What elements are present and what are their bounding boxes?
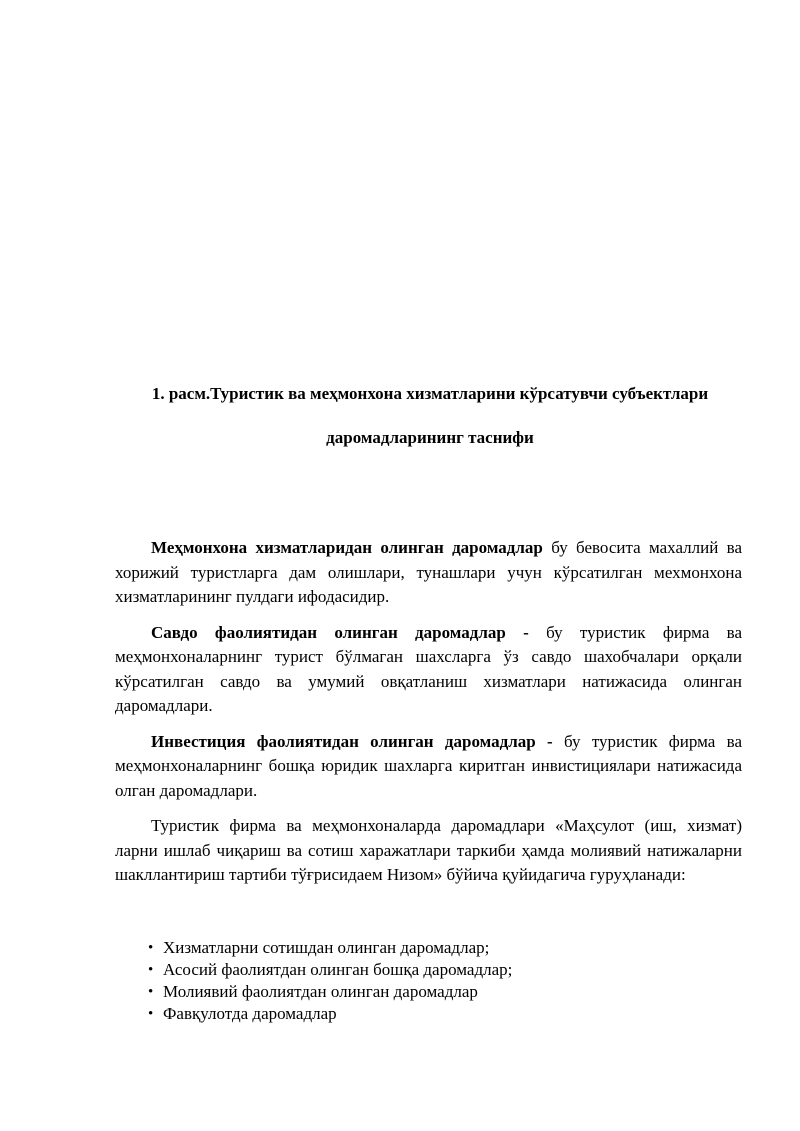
paragraph-definition: бу бевосита махаллий ва хорижий туристларга дам олишлари, тунашлари учун кўрсатилган мехмонхона хизматларининг пулдаги ифодасидир. xyxy=(115,538,742,606)
paragraph-investment-income xyxy=(115,730,742,804)
list-item xyxy=(148,959,512,981)
list-item-label: Хизматларни сотишдан олинган даромадлар; xyxy=(163,938,490,957)
paragraph-definition: бу туристик фирма ва меҳмонхоналарнинг бошқа юридик шахларга киритган инвистициялари натижасида олган даромадлари. xyxy=(115,731,742,800)
body-text xyxy=(115,536,742,899)
paragraph-term: Меҳмонхона хизматларидан олинган даромадлар xyxy=(151,538,543,557)
paragraph-text: Туристик фирма ва меҳмонхоналарда даромадлари «Маҳсулот (иш, хизмат) ларни ишлаб чиқариш ва сотиш харажатлари таркиби ҳамда молиявий натижаларни шакллантириш тартиби тўғрисидаем Низом» бўйича қуйидагича гуруҳланади: xyxy=(115,816,742,884)
list-item xyxy=(148,981,512,1003)
paragraph-hotel-income xyxy=(115,536,742,610)
bullet-icon: • xyxy=(148,1006,154,1022)
list-item xyxy=(148,1003,512,1025)
list-item-label: Фавқулотда даромадлар xyxy=(163,1004,337,1023)
paragraph-income-grouping xyxy=(115,814,742,888)
paragraph-definition: бу туристик фирма ва меҳмонхоналарнинг турист бўлмаган шахсларга ўз савдо шахобчалари орқали кўрсатилган савдо ва умумий овқатланиш хизматлари натижасида олинган даромадлари. xyxy=(115,622,743,715)
figure-caption-line-2: даромадларининг таснифи xyxy=(326,428,534,447)
bullet-icon: • xyxy=(148,962,154,978)
list-item-label: Асосий фаолиятдан олинган бошқа даромадлар; xyxy=(163,960,513,979)
paragraph-term: Инвестиция фаолиятидан олинган даромадлар - xyxy=(151,731,553,751)
income-groups-list xyxy=(148,937,512,1025)
list-item-label: Молиявий фаолиятдан олинган даромадлар xyxy=(163,982,478,1001)
bullet-icon: • xyxy=(148,940,154,956)
paragraph-term: Савдо фаолиятидан олинган даромадлар - xyxy=(151,622,529,642)
list-item xyxy=(148,937,512,959)
bullet-icon: • xyxy=(148,984,154,1000)
figure-caption-line-1: 1. расм.Туристик ва меҳмонхона хизматларини кўрсатувчи субъектлари xyxy=(151,384,709,403)
paragraph-trade-income xyxy=(115,621,742,719)
